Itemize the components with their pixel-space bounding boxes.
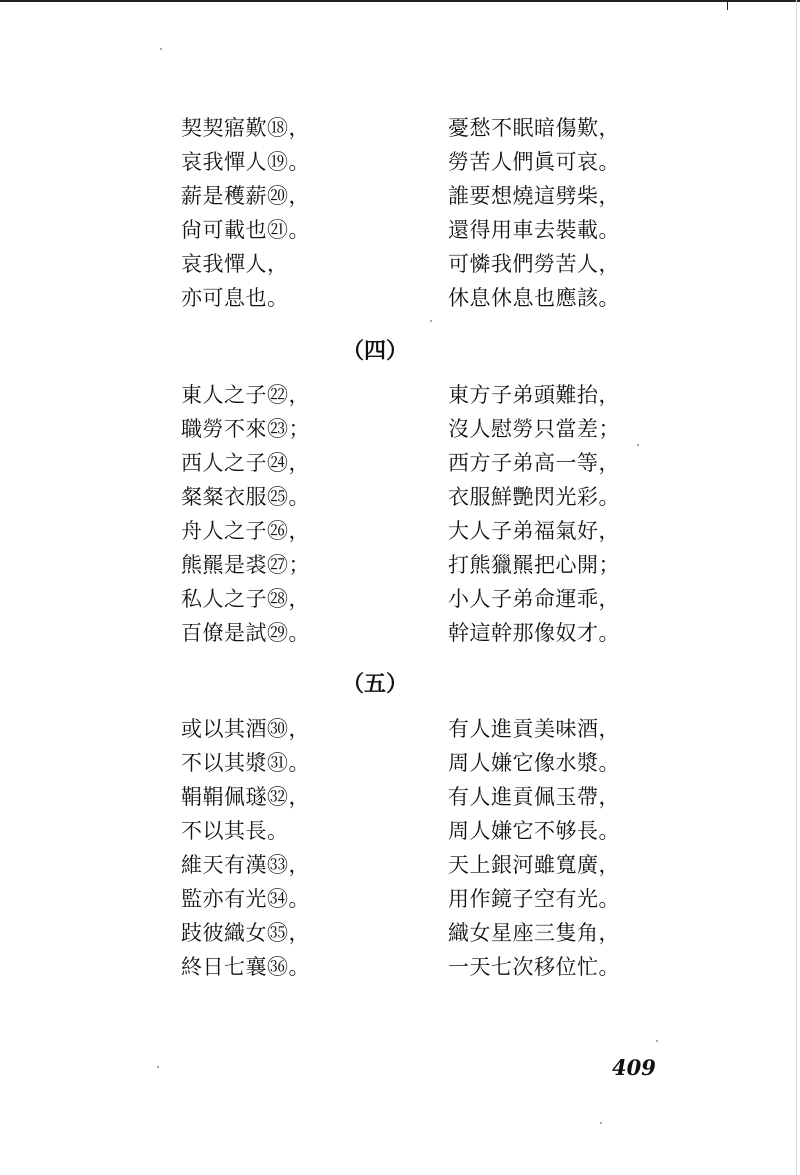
original-text: 職勞不來㉓；	[181, 417, 310, 441]
translation-text: 憂愁不眠暗傷歎，	[448, 116, 620, 140]
verse-line	[0, 848, 800, 882]
original-text: 粲粲衣服㉕。	[181, 485, 310, 509]
original-text: 尙可載也㉑。	[181, 218, 310, 242]
verse-line	[0, 514, 800, 548]
verse-line	[0, 213, 800, 247]
translation-text: 沒人慰勞只當差；	[448, 417, 620, 441]
translation-text: 周人嫌它不够長。	[448, 819, 620, 843]
verse-line	[0, 780, 800, 814]
stanza-1	[0, 111, 800, 315]
original-text: 哀我憚人⑲。	[181, 150, 310, 174]
scan-speck	[656, 1040, 658, 1042]
original-text: 舟人之子㉖，	[181, 519, 310, 543]
verse-line	[0, 378, 800, 412]
translation-text: 衣服鮮艷閃光彩。	[448, 485, 620, 509]
translation-text: 誰要想燒這劈柴，	[448, 184, 620, 208]
translation-text: 還得用車去裝載。	[448, 218, 620, 242]
scan-speck	[637, 444, 639, 446]
translation-text: 打熊獵羆把心開；	[448, 553, 620, 577]
scan-speck	[160, 48, 162, 50]
original-text: 監亦有光㉞。	[181, 887, 310, 911]
original-text: 鞙鞙佩璲㉜，	[181, 785, 310, 809]
section-heading: （五）	[341, 671, 408, 697]
translation-text: 大人子弟福氣好，	[448, 519, 620, 543]
verse-line	[0, 179, 800, 213]
original-text: 西人之子㉔，	[181, 451, 310, 475]
original-text: 百僚是試㉙。	[181, 621, 310, 645]
section-heading: （四）	[341, 338, 408, 364]
top-border	[0, 0, 800, 2]
verse-line	[0, 950, 800, 984]
original-text: 私人之子㉘，	[181, 587, 310, 611]
verse-line	[0, 281, 800, 315]
original-text: 薪是穫薪⑳，	[181, 184, 310, 208]
verse-line	[0, 712, 800, 746]
translation-text: 幹這幹那像奴才。	[448, 621, 620, 645]
verse-line	[0, 582, 800, 616]
verse-line	[0, 412, 800, 446]
translation-text: 用作鏡子空有光。	[448, 887, 620, 911]
translation-text: 織女星座三隻角，	[448, 921, 620, 945]
original-text: 亦可息也。	[181, 286, 289, 310]
verse-line	[0, 616, 800, 650]
translation-text: 勞苦人們眞可哀。	[448, 150, 620, 174]
stanza-3	[0, 712, 800, 984]
original-text: 維天有漢㉝，	[181, 853, 310, 877]
translation-text: 西方子弟高一等，	[448, 451, 620, 475]
original-text: 熊羆是裘㉗；	[181, 553, 310, 577]
translation-text: 東方子弟頭難抬，	[448, 383, 620, 407]
original-text: 哀我憚人，	[181, 252, 289, 276]
verse-line	[0, 814, 800, 848]
original-text: 或以其酒㉚，	[181, 717, 310, 741]
translation-text: 小人子弟命運乖，	[448, 587, 620, 611]
verse-line	[0, 247, 800, 281]
page-number: 409	[612, 1055, 656, 1080]
original-text: 終日七襄㊱。	[181, 955, 310, 979]
verse-line	[0, 746, 800, 780]
verse-line	[0, 480, 800, 514]
original-text: 東人之子㉒，	[181, 383, 310, 407]
scan-speck	[157, 1066, 159, 1068]
verse-line	[0, 145, 800, 179]
translation-text: 一天七次移位忙。	[448, 955, 620, 979]
scan-speck	[600, 1122, 602, 1124]
original-text: 跂彼織女㉟，	[181, 921, 310, 945]
translation-text: 天上銀河雖寬廣，	[448, 853, 620, 877]
translation-text: 可憐我們勞苦人，	[448, 252, 620, 276]
verse-line	[0, 916, 800, 950]
original-text: 不以其長。	[181, 819, 289, 843]
verse-line	[0, 446, 800, 480]
translation-text: 周人嫌它像水漿。	[448, 751, 620, 775]
stanza-2	[0, 378, 800, 650]
verse-line	[0, 111, 800, 145]
original-text: 契契寤歎⑱，	[181, 116, 310, 140]
original-text: 不以其漿㉛。	[181, 751, 310, 775]
verse-line	[0, 882, 800, 916]
translation-text: 有人進貢佩玉帶，	[448, 785, 620, 809]
corner-mark	[727, 0, 728, 10]
scan-speck	[430, 320, 432, 322]
verse-line	[0, 548, 800, 582]
translation-text: 有人進貢美味酒，	[448, 717, 620, 741]
translation-text: 休息休息也應該。	[448, 286, 620, 310]
